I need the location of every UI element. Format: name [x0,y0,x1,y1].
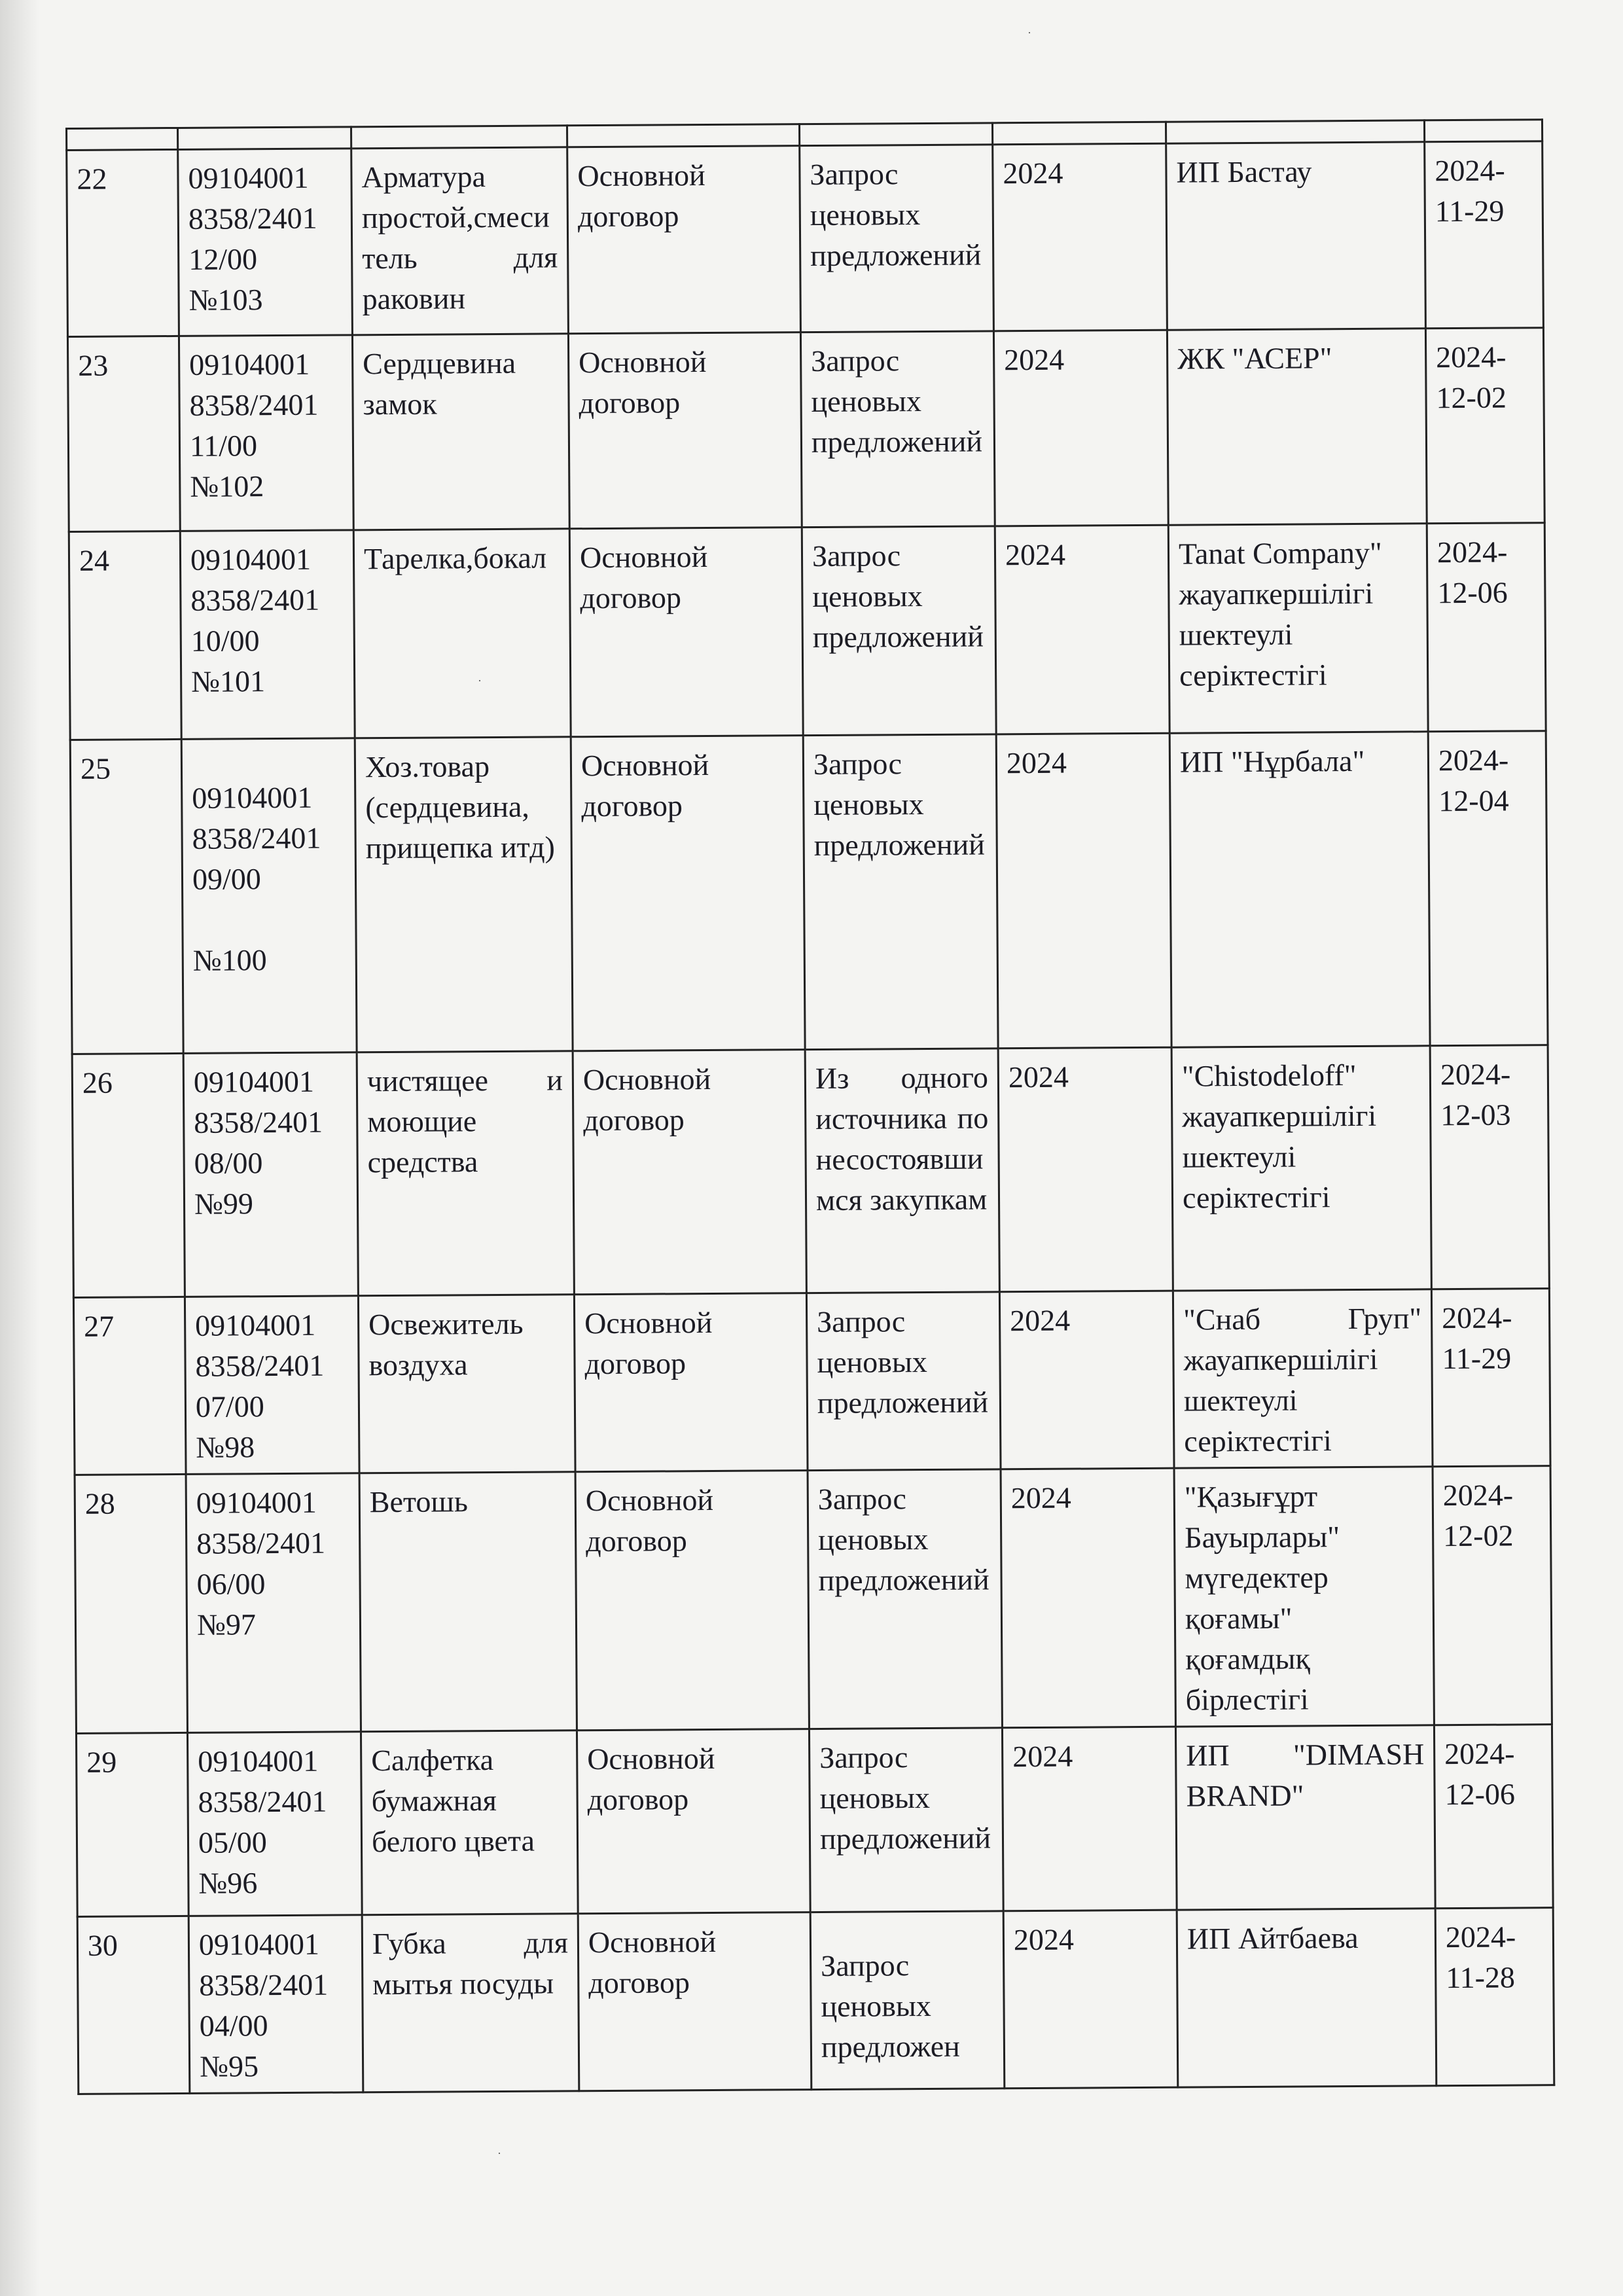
contract-number: 09104001 8358/2401 09/00 №100 [181,738,357,1054]
item-name: Тарелка,бокал [353,529,571,738]
table-row [67,328,1544,532]
supplier: Tanat Company" жауапкершілігі шектеулі серіктестігі [1168,524,1428,733]
item-name: чистящее и моющие средства [357,1051,574,1296]
supplier: "Снаб Груп" жауапкершілігі шектеулі серіктестігі [1173,1289,1433,1468]
item-name: Губка для мытья посуды [362,1914,579,2092]
table-row [72,1045,1549,1298]
row-number: 29 [76,1732,188,1916]
item-name: Салфетка бумажная белого цвета [361,1731,578,1915]
contract-type: Основной договор [569,528,803,737]
contract-number: 09104001 8358/2401 10/00 №101 [180,530,355,740]
date: 2024-12-03 [1430,1045,1549,1289]
year: 2024 [999,1291,1174,1469]
contract-number: 09104001 8358/2401 04/00 №95 [188,1915,363,2094]
header-cell [178,127,351,150]
supplier: ИП "Нұрбала" [1169,732,1430,1047]
year: 2024 [993,330,1168,526]
year: 2024 [993,143,1168,331]
item-name: Ветошь [359,1472,577,1732]
supplier: "Chistodeloff" жауапкершілігі шектеулі серіктестігі [1171,1046,1431,1291]
date: 2024-12-04 [1428,731,1548,1046]
contract-type: Основной договор [574,1293,808,1472]
row-number: 25 [70,739,183,1054]
scan-edge-shadow [0,0,39,2296]
row-number: 27 [73,1297,186,1475]
date: 2024-11-28 [1435,1908,1554,2086]
row-number: 28 [75,1474,187,1733]
contract-number: 09104001 8358/2401 05/00 №96 [187,1732,362,1916]
supplier: ИП Бастау [1166,142,1426,330]
procurement-method: Запрос ценовых предложений [802,526,996,736]
row-number: 23 [67,336,180,531]
header-cell [1424,120,1542,142]
procurement-method: Запрос ценовых предложений [808,1469,1002,1729]
supplier: ИП "DIMASH BRAND" [1175,1725,1435,1910]
procurement-method: Запрос ценовых предложений [800,331,995,528]
year: 2024 [995,525,1169,734]
item-name: Хоз.товар (сердцевина, прищепка итд) [355,737,573,1052]
item-name: Арматура простой,смеситель для раковин [351,147,569,335]
contract-number: 09104001 8358/2401 11/00 №102 [179,335,353,531]
supplier: ЖК "АСЕР" [1167,329,1427,525]
year: 2024 [1003,1910,1178,2089]
scan-speck: · [478,674,482,687]
date: 2024-12-06 [1427,523,1546,732]
contract-type: Основной договор [571,736,805,1051]
row-number: 26 [72,1053,185,1297]
scan-speck: · [497,2147,501,2160]
table-row [69,523,1546,740]
header-cell [67,128,178,150]
procurement-method: Запрос ценовых предложений [803,734,998,1050]
date: 2024-12-02 [1425,328,1544,524]
table-row [76,1725,1553,1917]
supplier: "Қазығұрт Бауырлары" мүгедектер қоғамы" қоғамдық бірлестігі [1174,1467,1434,1727]
contract-number: 09104001 8358/2401 07/00 №98 [185,1296,359,1475]
item-name: Освежитель воздуха [358,1295,575,1473]
table-body [67,120,1554,2094]
procurement-method: Из одного источника по несостоявшимся закупкам [805,1049,999,1293]
contract-number: 09104001 8358/2401 12/00 №103 [178,149,353,336]
year: 2024 [998,1047,1173,1292]
procurement-method: Запрос ценовых предложен [810,1911,1005,2090]
contract-number: 09104001 8358/2401 08/00 №99 [183,1052,358,1297]
procurement-method: Запрос ценовых предложений [809,1728,1003,1912]
supplier: ИП Айтбаева [1177,1909,1436,2087]
year: 2024 [996,733,1171,1049]
date: 2024-12-06 [1434,1725,1553,1909]
row-number: 24 [69,531,181,740]
date: 2024-11-29 [1431,1289,1550,1467]
scan-speck: · [1027,26,1031,39]
procurement-contracts-table [65,118,1555,2095]
contract-type: Основной договор [573,1050,806,1295]
header-cell [351,126,567,149]
contract-type: Основной договор [567,146,801,334]
table-row [77,1908,1554,2094]
header-cell [799,123,992,146]
table-row [73,1289,1550,1475]
date: 2024-12-02 [1433,1466,1552,1725]
date: 2024-11-29 [1425,141,1544,329]
contract-type: Основной договор [575,1471,809,1731]
contract-type: Основной договор [568,332,802,529]
table-row [70,731,1548,1054]
row-number: 30 [77,1916,190,2094]
header-cell [992,122,1166,145]
year: 2024 [1002,1727,1177,1911]
table-row [67,141,1544,337]
year: 2024 [1001,1468,1175,1728]
item-name: Сердцевина замок [352,334,569,530]
row-number: 22 [67,149,179,336]
contract-type: Основной договор [578,1912,812,2091]
contract-type: Основной договор [577,1729,810,1914]
contract-number: 09104001 8358/2401 06/00 №97 [186,1473,361,1733]
header-cell [567,124,799,147]
header-cell [1166,120,1424,143]
table-row [75,1466,1552,1734]
procurement-method: Запрос ценовых предложений [806,1292,1001,1471]
procurement-method: Запрос ценовых предложений [800,145,994,332]
